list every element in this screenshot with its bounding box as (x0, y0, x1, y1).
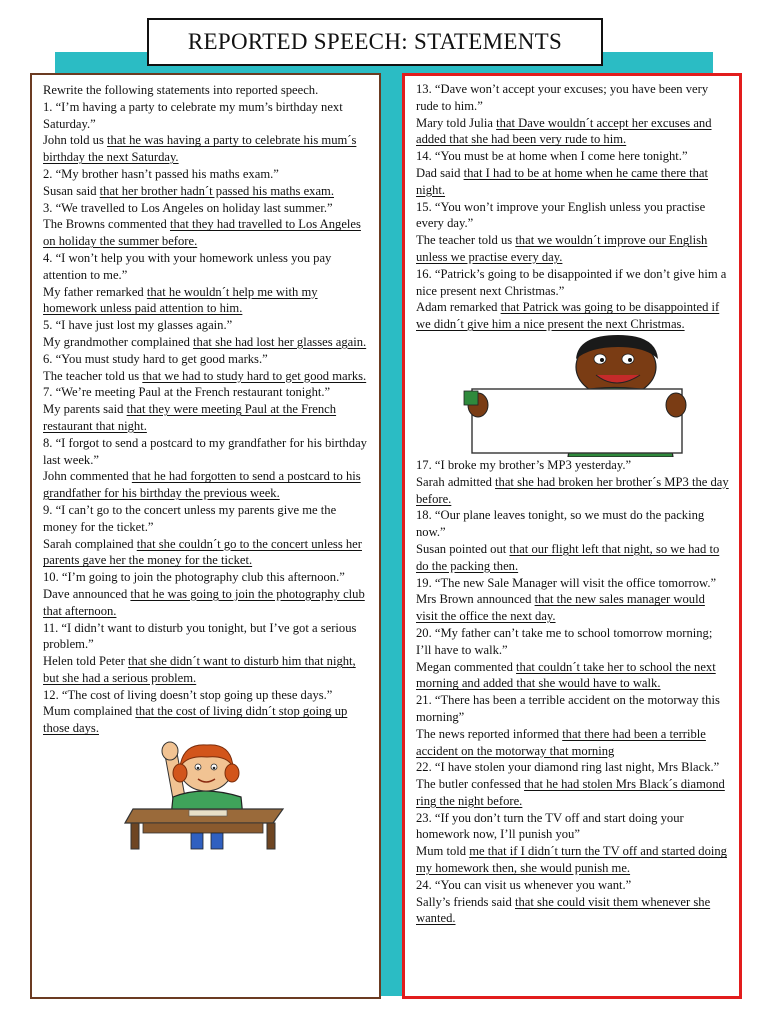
reporting-clause: John told us (43, 133, 108, 148)
reporting-clause: The Browns commented (43, 217, 170, 232)
answer-text: that we had to study hard to get good marks. (142, 368, 367, 383)
exercise-statement: 21. “There has been a terrible accident on the motorway this morning” (416, 693, 720, 724)
page-title: REPORTED SPEECH: STATEMENTS (147, 18, 603, 66)
reported-sentence (416, 115, 729, 149)
exercise-statement: 11. “I didn’t want to disturb you tonight, but I’ve got a serious problem.” (43, 620, 357, 652)
boy-at-desk-clipart (103, 737, 313, 852)
reported-sentence (43, 536, 372, 570)
answer-text: that the cost of living didn´t stop going up those days. (43, 704, 348, 736)
reported-sentence (43, 183, 372, 200)
exercise-statement: 14. “You must be at home when I come here tonight.” (416, 149, 688, 164)
exercise-statement: 2. “My brother hasn’t passed his maths exam.” (43, 166, 279, 181)
answer-text: that they had travelled to Los Angeles on holiday the summer before. (43, 217, 361, 249)
reporting-clause: Susan said (43, 183, 100, 198)
reported-sentence (416, 474, 729, 508)
reported-sentence (43, 216, 372, 250)
reporting-clause: The news reported informed (416, 726, 563, 741)
exercise-statement: 22. “I have stolen your diamond ring last night, Mrs Black.” (416, 760, 720, 775)
answer-text: that we wouldn´t improve our English unless we practise every day. (416, 233, 708, 264)
reporting-clause: Sally’s friends said (416, 894, 515, 909)
reported-sentence (416, 591, 729, 625)
exercise-statement: 9. “I can’t go to the concert unless my parents give me the money for the ticket.” (43, 502, 337, 534)
reported-sentence (416, 776, 729, 810)
reported-sentence (43, 653, 372, 687)
reported-sentence (43, 401, 372, 435)
exercise-statement: 15. “You won’t improve your English unless you practise every day.” (416, 199, 706, 231)
answer-text: that she had broken her brother´s MP3 the day before. (416, 474, 729, 506)
exercise-statement: 23. “If you don’t turn the TV off and start doing your homework now, I’ll punish you” (416, 810, 684, 842)
exercise-statement: 16. “Patrick’s going to be disappointed if we don’t give him a nice present next Christmas.” (416, 266, 727, 298)
reporting-clause: My grandmother complained (43, 334, 194, 349)
reporting-clause: The teacher told us (43, 368, 143, 383)
reporting-clause: Sarah complained (43, 536, 137, 551)
left-column (30, 73, 381, 999)
answer-text: that Patrick was going to be disappointed if we didn´t give him a nice present the next Christmas. (416, 300, 720, 332)
reported-sentence (416, 726, 729, 760)
reporting-clause: Mary told Julia (416, 115, 497, 130)
answer-text: that the new sales manager would visit the office the next day. (416, 592, 705, 624)
answer-text: that she had lost her glasses again. (193, 334, 367, 349)
answer-text: that he was having a party to celebrate his mum´s birthday the next Saturday. (43, 133, 357, 165)
answer-text: that he wouldn´t help me with my homework unless paid attention to him. (43, 284, 318, 316)
reported-sentence (416, 232, 729, 266)
exercise-statement: 3. “We travelled to Los Angeles on holiday last summer.” (43, 200, 333, 215)
reporting-clause: My parents said (43, 402, 127, 417)
reported-sentence (43, 468, 372, 502)
reporting-clause: The butler confessed (416, 777, 525, 792)
reporting-clause: The teacher told us (416, 233, 516, 248)
right-column (402, 73, 742, 999)
answer-text: that I had to be at home when he came there that night. (416, 165, 709, 197)
reported-sentence (43, 334, 372, 351)
answer-text: that he had forgotten to send a postcard to his grandfather for his birthday the previous week. (43, 469, 361, 501)
reported-sentence (416, 541, 729, 575)
reported-sentence (43, 132, 372, 166)
reporting-clause: Dave announced (43, 586, 131, 601)
exercise-statement: 20. “My father can’t take me to school tomorrow morning; I’ll have to walk.” (416, 625, 713, 657)
exercise-statement: 8. “I forgot to send a postcard to my grandfather for his birthday last week.” (43, 435, 367, 467)
reported-sentence (43, 703, 372, 737)
exercise-statement: 19. “The new Sale Manager will visit the office tomorrow.” (416, 575, 717, 590)
answer-text: that her brother hadn´t passed his maths exam. (99, 183, 334, 198)
exercise-statement: 17. “I broke my brother’s MP3 yesterday.” (416, 457, 632, 472)
reporting-clause: Susan pointed out (416, 541, 510, 556)
answer-text: that couldn´t take her to school the next morning and added that she would have to walk. (416, 659, 716, 691)
answer-text: that she couldn´t go to the concert unless her parents gave her the money for the ticket. (43, 536, 362, 568)
reporting-clause: Mum complained (43, 704, 136, 719)
reporting-clause: Mrs Brown announced (416, 592, 535, 607)
answer-text: that he had stolen Mrs Black´s diamond ring the night before. (416, 777, 725, 808)
reported-sentence (416, 165, 729, 199)
reporting-clause: Helen told Peter (43, 654, 128, 669)
reporting-clause: Sarah admitted (416, 474, 496, 489)
exercise-statement: 6. “You must study hard to get good marks.” (43, 351, 268, 366)
reported-sentence (43, 284, 372, 318)
answer-text: that she could visit them whenever she wanted. (416, 894, 711, 926)
exercise-statement: 5. “I have just lost my glasses again.” (43, 318, 233, 333)
answer-text: that they were meeting Paul at the French restaurant that night. (43, 402, 337, 433)
reported-sentence (416, 659, 729, 693)
reporting-clause: Mum told (416, 844, 470, 859)
answer-text: that there had been a terrible accident on the motorway that morning (416, 726, 706, 758)
answer-text: me that if I didn´t turn the TV off and started doing my homework then, she would punish me. (416, 844, 727, 876)
answer-text: that he was going to join the photography club that afternoon. (43, 586, 365, 618)
reporting-clause: My father remarked (43, 284, 147, 299)
reporting-clause: John commented (43, 469, 132, 484)
reported-sentence (43, 368, 372, 385)
exercise-statement: 12. “The cost of living doesn’t stop going up these days.” (43, 687, 333, 702)
reporting-clause: Adam remarked (416, 300, 501, 315)
exercise-statement: 13. “Dave won’t accept your excuses; you have been very rude to him.” (416, 82, 709, 113)
left-exercise-list (43, 99, 372, 737)
exercise-statement: 1. “I’m having a party to celebrate my mum’s birthday next Saturday.” (43, 99, 343, 131)
reported-sentence (43, 586, 372, 620)
exercise-statement: 18. “Our plane leaves tonight, so we must do the packing now.” (416, 508, 705, 540)
exercise-statement: 4. “I won’t help you with your homework unless you pay attention to me.” (43, 250, 332, 282)
reported-sentence (416, 299, 729, 333)
right-exercise-list-top (416, 81, 729, 333)
right-exercise-list-bottom (416, 457, 729, 927)
exercise-statement: 10. “I’m going to join the photography club this afternoon.” (43, 570, 345, 585)
reporting-clause: Dad said (416, 165, 464, 180)
answer-text: that Dave wouldn´t accept her excuses and added that she had been very rude to him. (416, 115, 712, 147)
exercise-statement: 24. “You can visit us whenever you want.” (416, 877, 632, 892)
reported-sentence (416, 843, 729, 877)
instructions: Rewrite the following statements into reported speech. (43, 83, 319, 97)
reported-sentence (416, 894, 729, 928)
boy-holding-sign-clipart (458, 333, 688, 457)
reporting-clause: Megan commented (416, 659, 517, 674)
exercise-statement: 7. “We’re meeting Paul at the French restaurant tonight.” (43, 385, 331, 400)
answer-text: that our flight left that night, so we had to do the packing then. (416, 541, 720, 573)
answer-text: that she didn´t want to disturb him that night, but she had a serious problem. (43, 654, 356, 685)
